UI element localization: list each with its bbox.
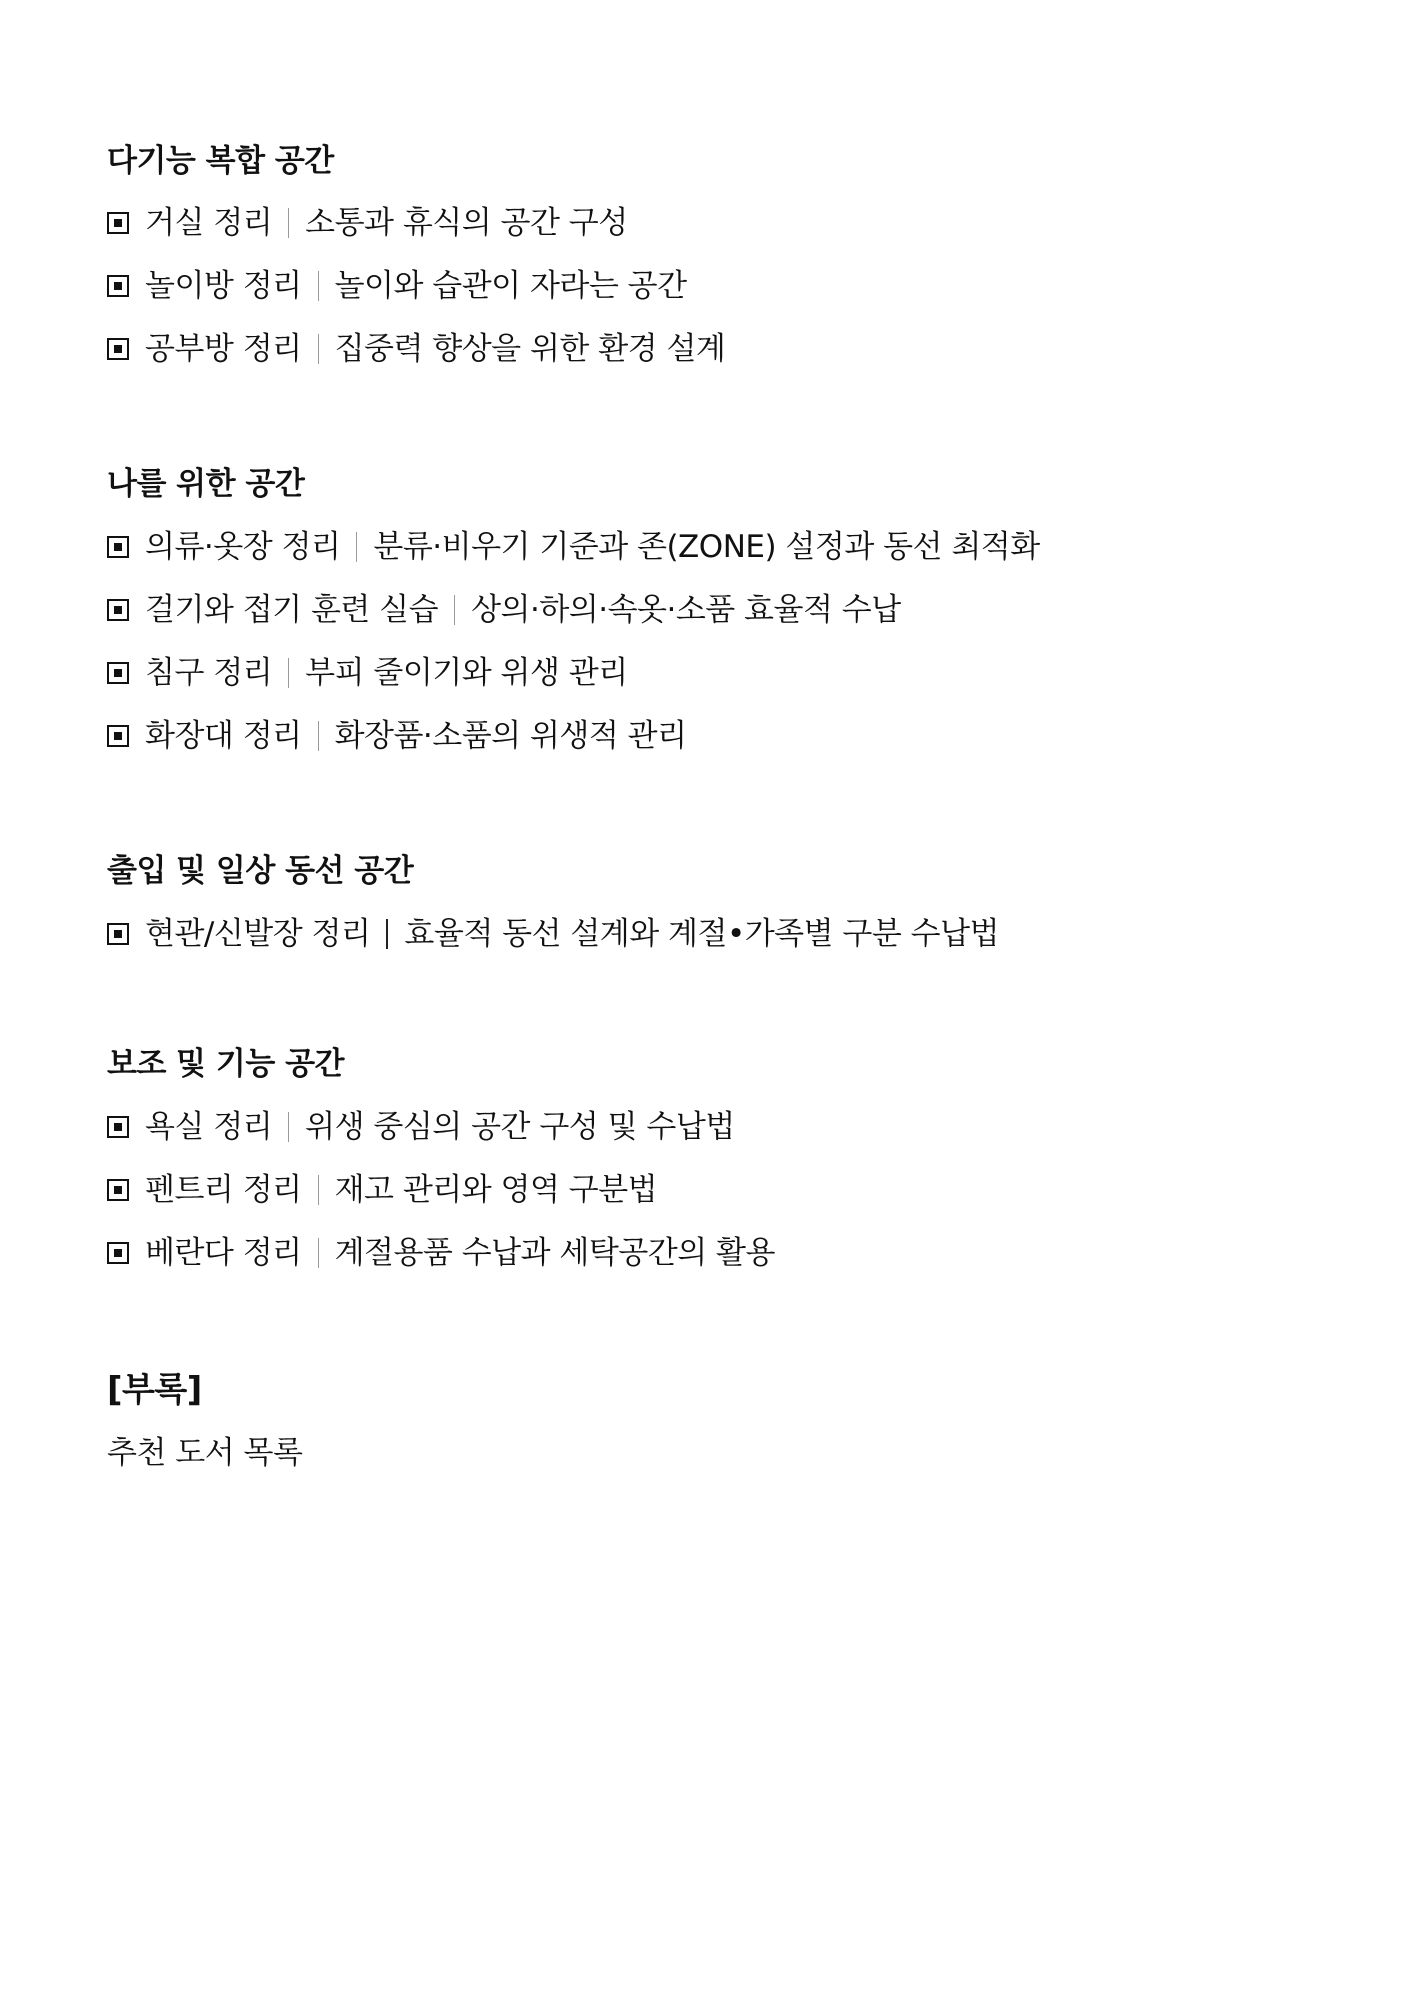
list-item [107,590,901,630]
section-title: 나를 위한 공간 [107,466,305,502]
section-title: 다기능 복합 공간 [107,143,334,179]
item-description: 소통과 휴식의 공간 구성 [305,205,628,241]
separator [288,1112,289,1142]
separator [318,721,319,751]
item-name: 거실 정리 [145,205,273,241]
separator [386,919,388,949]
checkbox-filled-icon [107,212,129,234]
item-description: 화장품·소품의 위생적 관리 [334,718,687,754]
list-item [107,716,687,756]
item-description: 재고 관리와 영역 구분법 [334,1172,658,1208]
appendix-text: 추천 도서 목록 [107,1435,303,1471]
item-description: 효율적 동선 설계와 계절•가족별 구분 수납법 [404,916,1000,952]
item-name: 욕실 정리 [145,1109,273,1145]
item-name: 현관/신발장 정리 [145,916,371,952]
item-name: 의류·옷장 정리 [145,529,341,565]
item-name: 화장대 정리 [145,718,302,754]
list-item [107,1107,735,1147]
checkbox-filled-icon [107,536,129,558]
list-item [107,527,1040,567]
checkbox-filled-icon [107,1179,129,1201]
checkbox-filled-icon [107,599,129,621]
item-name: 걸기와 접기 훈련 실습 [145,592,439,628]
list-item [107,1233,775,1273]
item-description: 위생 중심의 공간 구성 및 수납법 [305,1109,735,1145]
item-description: 부피 줄이기와 위생 관리 [305,655,628,691]
separator [356,532,357,562]
list-item [107,329,725,369]
item-description: 집중력 향상을 위한 환경 설계 [334,331,726,367]
list-item [107,653,628,693]
list-item [107,203,628,243]
section-title: 출입 및 일상 동선 공간 [107,853,414,889]
checkbox-filled-icon [107,662,129,684]
item-description: 계절용품 수납과 세탁공간의 활용 [334,1235,775,1271]
list-item [107,1170,657,1210]
separator [288,208,289,238]
item-name: 펜트리 정리 [145,1172,302,1208]
list-item [107,914,999,954]
checkbox-filled-icon [107,923,129,945]
item-name: 침구 정리 [145,655,273,691]
section-title: 보조 및 기능 공간 [107,1046,344,1082]
list-item [107,266,687,306]
separator [318,334,319,364]
item-name: 놀이방 정리 [145,268,302,304]
separator [288,658,289,688]
checkbox-filled-icon [107,338,129,360]
separator [318,1238,319,1268]
checkbox-filled-icon [107,725,129,747]
item-description: 분류·비우기 기준과 존(ZONE) 설정과 동선 최적화 [373,529,1040,565]
checkbox-filled-icon [107,1116,129,1138]
checkbox-filled-icon [107,275,129,297]
item-description: 놀이와 습관이 자라는 공간 [334,268,687,304]
separator [318,1175,319,1205]
separator [318,271,319,301]
item-name: 베란다 정리 [145,1235,302,1271]
item-description: 상의·하의·속옷·소품 효율적 수납 [471,592,901,628]
separator [454,595,455,625]
appendix-title: [부록] [107,1370,202,1410]
item-name: 공부방 정리 [145,331,302,367]
checkbox-filled-icon [107,1242,129,1264]
